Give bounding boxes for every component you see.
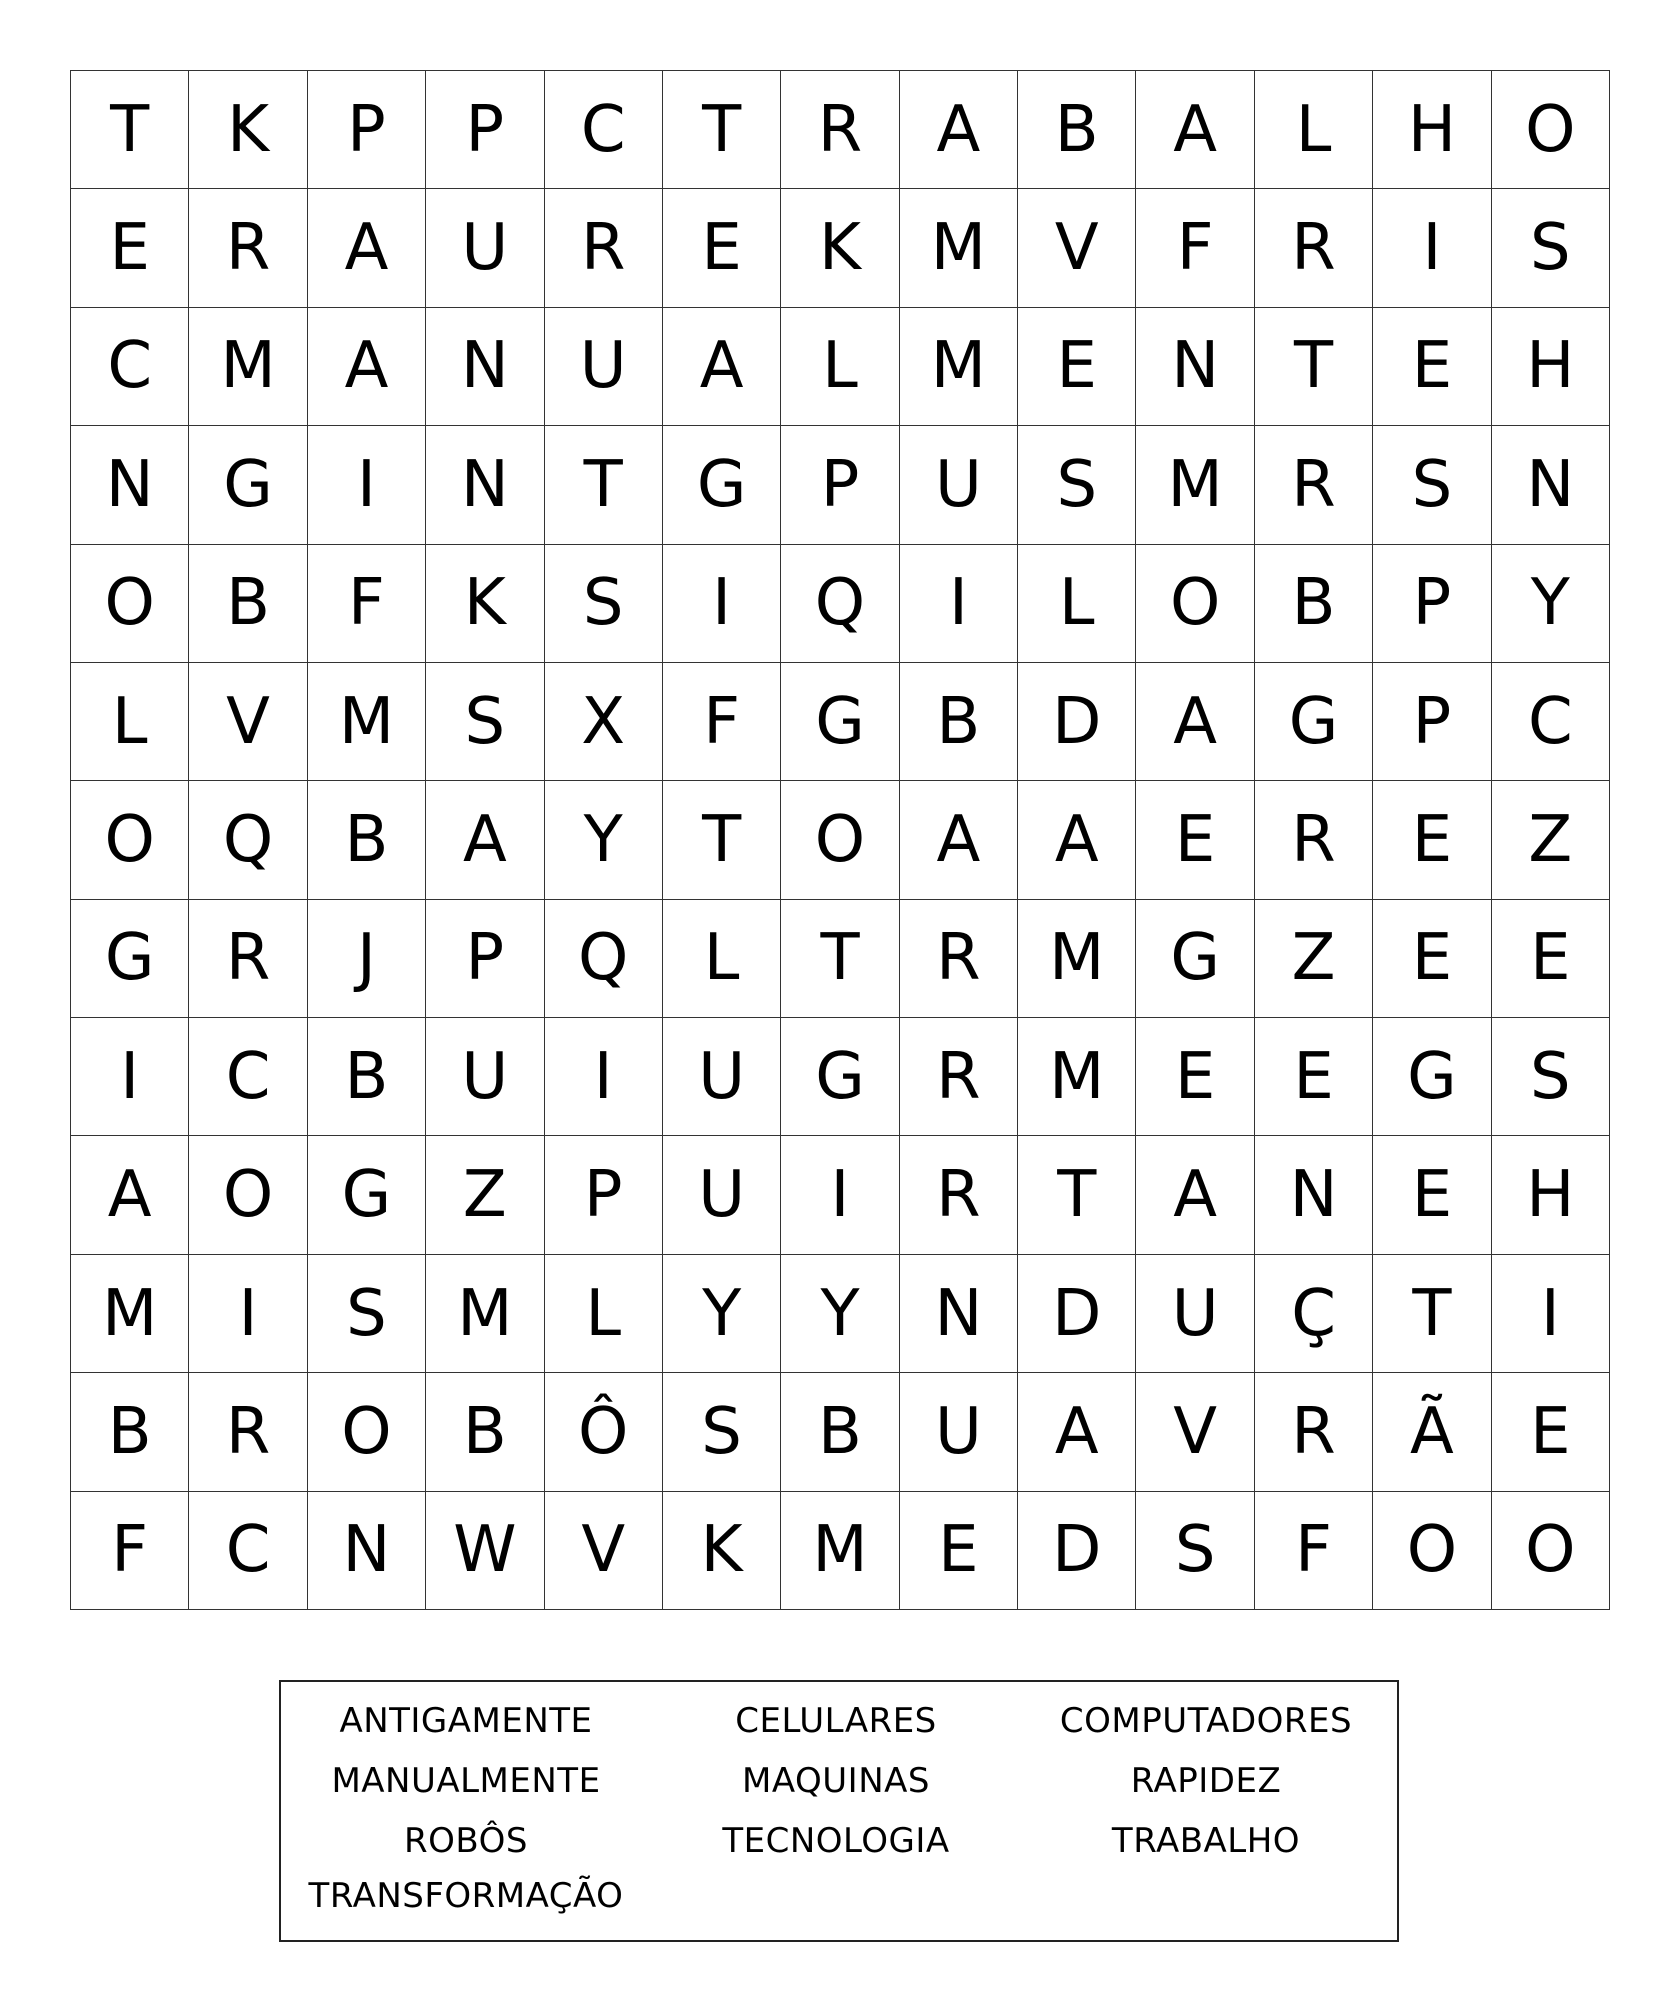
grid-cell[interactable]: I <box>71 1018 189 1136</box>
grid-cell[interactable]: Y <box>1492 545 1610 663</box>
grid-cell[interactable]: E <box>1255 1018 1373 1136</box>
grid-cell[interactable]: Q <box>781 545 899 663</box>
grid-cell[interactable]: N <box>900 1255 1018 1373</box>
grid-cell[interactable]: O <box>1373 1492 1491 1610</box>
grid-cell[interactable]: E <box>1373 781 1491 899</box>
grid-cell[interactable]: N <box>426 426 544 544</box>
grid-cell[interactable]: V <box>189 663 307 781</box>
grid-cell[interactable]: S <box>663 1373 781 1491</box>
grid-cell[interactable]: M <box>1018 1018 1136 1136</box>
grid-cell[interactable]: T <box>1373 1255 1491 1373</box>
grid-cell[interactable]: X <box>545 663 663 781</box>
grid-cell[interactable]: A <box>71 1136 189 1254</box>
grid-cell[interactable]: N <box>426 308 544 426</box>
grid-cell[interactable]: U <box>663 1018 781 1136</box>
grid-cell[interactable]: T <box>1018 1136 1136 1254</box>
grid-cell[interactable]: E <box>1492 1373 1610 1491</box>
grid-cell[interactable]: Q <box>545 900 663 1018</box>
grid-cell[interactable]: H <box>1373 71 1491 189</box>
grid-cell[interactable]: M <box>426 1255 544 1373</box>
grid-cell[interactable]: C <box>1492 663 1610 781</box>
grid-cell[interactable]: Y <box>663 1255 781 1373</box>
grid-cell[interactable]: F <box>663 663 781 781</box>
grid-cell[interactable]: U <box>900 1373 1018 1491</box>
grid-cell[interactable]: N <box>308 1492 426 1610</box>
word-bank-item: ANTIGAMENTE <box>339 1701 593 1741</box>
grid-cell[interactable]: O <box>71 545 189 663</box>
grid-cell[interactable]: A <box>1136 663 1254 781</box>
grid-cell[interactable]: A <box>1136 71 1254 189</box>
grid-cell[interactable]: L <box>71 663 189 781</box>
grid-cell[interactable]: R <box>1255 189 1373 307</box>
grid-cell[interactable]: I <box>308 426 426 544</box>
grid-cell[interactable]: I <box>663 545 781 663</box>
grid-cell[interactable]: R <box>545 189 663 307</box>
grid-cell[interactable]: Z <box>1492 781 1610 899</box>
grid-cell[interactable]: S <box>308 1255 426 1373</box>
grid-cell[interactable]: K <box>781 189 899 307</box>
grid-cell[interactable]: P <box>1373 545 1491 663</box>
grid-cell[interactable]: C <box>545 71 663 189</box>
grid-cell[interactable]: B <box>426 1373 544 1491</box>
grid-cell[interactable]: Ç <box>1255 1255 1373 1373</box>
grid-cell[interactable]: C <box>189 1492 307 1610</box>
word-bank <box>279 1680 1399 1942</box>
grid-cell[interactable]: E <box>1492 900 1610 1018</box>
grid-cell[interactable]: N <box>1255 1136 1373 1254</box>
grid-cell[interactable]: O <box>1136 545 1254 663</box>
grid-cell[interactable]: R <box>189 1373 307 1491</box>
grid-cell[interactable]: O <box>71 781 189 899</box>
grid-cell[interactable]: Z <box>426 1136 544 1254</box>
grid-cell[interactable]: O <box>189 1136 307 1254</box>
grid-cell[interactable]: I <box>781 1136 899 1254</box>
grid-cell[interactable]: A <box>1018 1373 1136 1491</box>
grid-cell[interactable]: D <box>1018 1255 1136 1373</box>
grid-cell[interactable]: O <box>1492 1492 1610 1610</box>
grid-cell[interactable]: B <box>308 781 426 899</box>
grid-cell[interactable]: T <box>781 900 899 1018</box>
grid-cell[interactable]: L <box>1255 71 1373 189</box>
grid-cell[interactable]: P <box>1373 663 1491 781</box>
grid-cell[interactable]: O <box>1492 71 1610 189</box>
grid-cell[interactable]: C <box>189 1018 307 1136</box>
grid-cell[interactable]: L <box>545 1255 663 1373</box>
grid-cell[interactable]: I <box>900 545 1018 663</box>
grid-cell[interactable]: Q <box>189 781 307 899</box>
grid-cell[interactable]: J <box>308 900 426 1018</box>
grid-cell[interactable]: R <box>900 900 1018 1018</box>
grid-cell[interactable]: V <box>545 1492 663 1610</box>
grid-cell[interactable]: K <box>189 71 307 189</box>
grid-cell[interactable]: P <box>781 426 899 544</box>
grid-cell[interactable]: P <box>426 71 544 189</box>
grid-cell[interactable]: R <box>1255 426 1373 544</box>
grid-cell[interactable]: E <box>1373 1136 1491 1254</box>
grid-cell[interactable]: L <box>1018 545 1136 663</box>
grid-cell[interactable]: R <box>1255 1373 1373 1491</box>
grid-cell[interactable]: R <box>189 900 307 1018</box>
grid-cell[interactable]: U <box>426 189 544 307</box>
word-bank-item: TRANSFORMAÇÃO <box>308 1876 624 1916</box>
grid-cell[interactable]: B <box>1018 71 1136 189</box>
grid-cell[interactable]: Ô <box>545 1373 663 1491</box>
word-bank-item: RAPIDEZ <box>1130 1761 1282 1801</box>
grid-cell[interactable]: P <box>308 71 426 189</box>
grid-cell[interactable]: L <box>663 900 781 1018</box>
grid-cell[interactable]: T <box>1255 308 1373 426</box>
grid-cell[interactable]: A <box>1018 781 1136 899</box>
grid-cell[interactable]: D <box>1018 663 1136 781</box>
grid-cell[interactable]: B <box>71 1373 189 1491</box>
grid-cell[interactable]: G <box>1373 1018 1491 1136</box>
grid-cell[interactable]: O <box>781 781 899 899</box>
grid-cell[interactable]: T <box>663 71 781 189</box>
grid-cell[interactable]: A <box>900 781 1018 899</box>
grid-cell[interactable]: F <box>308 545 426 663</box>
grid-cell[interactable]: M <box>900 308 1018 426</box>
grid-cell[interactable]: U <box>900 426 1018 544</box>
grid-cell[interactable]: E <box>71 189 189 307</box>
grid-cell[interactable]: E <box>1373 308 1491 426</box>
grid-cell[interactable]: E <box>1136 1018 1254 1136</box>
grid-cell[interactable]: U <box>1136 1255 1254 1373</box>
grid-cell[interactable]: F <box>1136 189 1254 307</box>
grid-cell[interactable]: F <box>71 1492 189 1610</box>
grid-cell[interactable]: G <box>71 900 189 1018</box>
grid-cell[interactable]: G <box>308 1136 426 1254</box>
grid-cell[interactable]: R <box>781 71 899 189</box>
grid-cell[interactable]: G <box>1255 663 1373 781</box>
grid-cell[interactable]: S <box>1018 426 1136 544</box>
grid-cell[interactable]: R <box>1255 781 1373 899</box>
grid-cell[interactable]: A <box>900 71 1018 189</box>
grid-cell[interactable]: S <box>1373 426 1491 544</box>
grid-cell[interactable]: R <box>189 189 307 307</box>
grid-cell[interactable]: P <box>426 900 544 1018</box>
grid-cell[interactable]: C <box>71 308 189 426</box>
grid-cell[interactable]: S <box>1492 1018 1610 1136</box>
grid-cell[interactable]: B <box>781 1373 899 1491</box>
grid-cell[interactable]: E <box>900 1492 1018 1610</box>
grid-cell[interactable]: T <box>71 71 189 189</box>
grid-cell[interactable]: M <box>308 663 426 781</box>
grid-cell[interactable]: E <box>1018 308 1136 426</box>
grid-cell[interactable]: I <box>1492 1255 1610 1373</box>
grid-cell[interactable]: E <box>663 189 781 307</box>
grid-cell[interactable]: U <box>545 308 663 426</box>
word-bank-item: ROBÔS <box>404 1821 528 1861</box>
grid-cell[interactable]: E <box>1136 781 1254 899</box>
grid-cell[interactable]: V <box>1136 1373 1254 1491</box>
grid-cell[interactable]: K <box>663 1492 781 1610</box>
grid-cell[interactable]: S <box>1136 1492 1254 1610</box>
grid-cell[interactable]: G <box>781 663 899 781</box>
grid-cell[interactable]: K <box>426 545 544 663</box>
grid-cell[interactable]: G <box>1136 900 1254 1018</box>
word-bank-item: MANUALMENTE <box>331 1761 601 1801</box>
grid-cell[interactable]: I <box>1373 189 1491 307</box>
grid-cell[interactable]: A <box>426 781 544 899</box>
grid-cell[interactable]: V <box>1018 189 1136 307</box>
grid-cell[interactable]: B <box>189 545 307 663</box>
grid-cell[interactable]: M <box>71 1255 189 1373</box>
grid-cell[interactable]: D <box>1018 1492 1136 1610</box>
grid-cell[interactable]: I <box>189 1255 307 1373</box>
word-bank-item: TRABALHO <box>1111 1821 1301 1861</box>
grid-cell[interactable]: Y <box>781 1255 899 1373</box>
grid-cell[interactable]: A <box>308 189 426 307</box>
word-bank-item: TECNOLOGIA <box>722 1821 950 1861</box>
word-bank-item: CELULARES <box>735 1701 937 1741</box>
grid-cell[interactable]: G <box>781 1018 899 1136</box>
grid-cell[interactable]: U <box>426 1018 544 1136</box>
grid-cell[interactable]: Y <box>545 781 663 899</box>
grid-cell[interactable]: L <box>781 308 899 426</box>
grid-cell[interactable]: B <box>308 1018 426 1136</box>
grid-cell[interactable]: P <box>545 1136 663 1254</box>
word-bank-item: COMPUTADORES <box>1059 1701 1353 1741</box>
grid-cell[interactable]: A <box>663 308 781 426</box>
grid-cell[interactable]: G <box>189 426 307 544</box>
grid-cell[interactable]: B <box>900 663 1018 781</box>
grid-cell[interactable]: H <box>1492 308 1610 426</box>
grid-cell[interactable]: A <box>1136 1136 1254 1254</box>
grid-cell[interactable]: T <box>663 781 781 899</box>
grid-cell[interactable]: R <box>900 1136 1018 1254</box>
grid-cell[interactable]: U <box>663 1136 781 1254</box>
grid-cell[interactable]: B <box>1255 545 1373 663</box>
grid-cell[interactable]: M <box>900 189 1018 307</box>
grid-cell[interactable]: M <box>1136 426 1254 544</box>
grid-cell[interactable]: N <box>1136 308 1254 426</box>
grid-cell[interactable]: M <box>1018 900 1136 1018</box>
grid-cell[interactable]: O <box>308 1373 426 1491</box>
grid-cell[interactable]: I <box>545 1018 663 1136</box>
grid-cell[interactable]: H <box>1492 1136 1610 1254</box>
grid-cell[interactable]: M <box>781 1492 899 1610</box>
letter-grid <box>70 70 1610 1610</box>
grid-cell[interactable]: S <box>1492 189 1610 307</box>
grid-cell[interactable]: Ã <box>1373 1373 1491 1491</box>
grid-cell[interactable]: R <box>900 1018 1018 1136</box>
grid-cell[interactable]: T <box>545 426 663 544</box>
grid-cell[interactable]: F <box>1255 1492 1373 1610</box>
grid-cell[interactable]: S <box>545 545 663 663</box>
grid-cell[interactable]: A <box>308 308 426 426</box>
grid-cell[interactable]: S <box>426 663 544 781</box>
grid-cell[interactable]: M <box>189 308 307 426</box>
grid-cell[interactable]: N <box>71 426 189 544</box>
grid-cell[interactable]: Z <box>1255 900 1373 1018</box>
word-bank-item: MAQUINAS <box>742 1761 930 1801</box>
grid-cell[interactable]: E <box>1373 900 1491 1018</box>
grid-cell[interactable]: G <box>663 426 781 544</box>
grid-cell[interactable]: N <box>1492 426 1610 544</box>
grid-cell[interactable]: W <box>426 1492 544 1610</box>
